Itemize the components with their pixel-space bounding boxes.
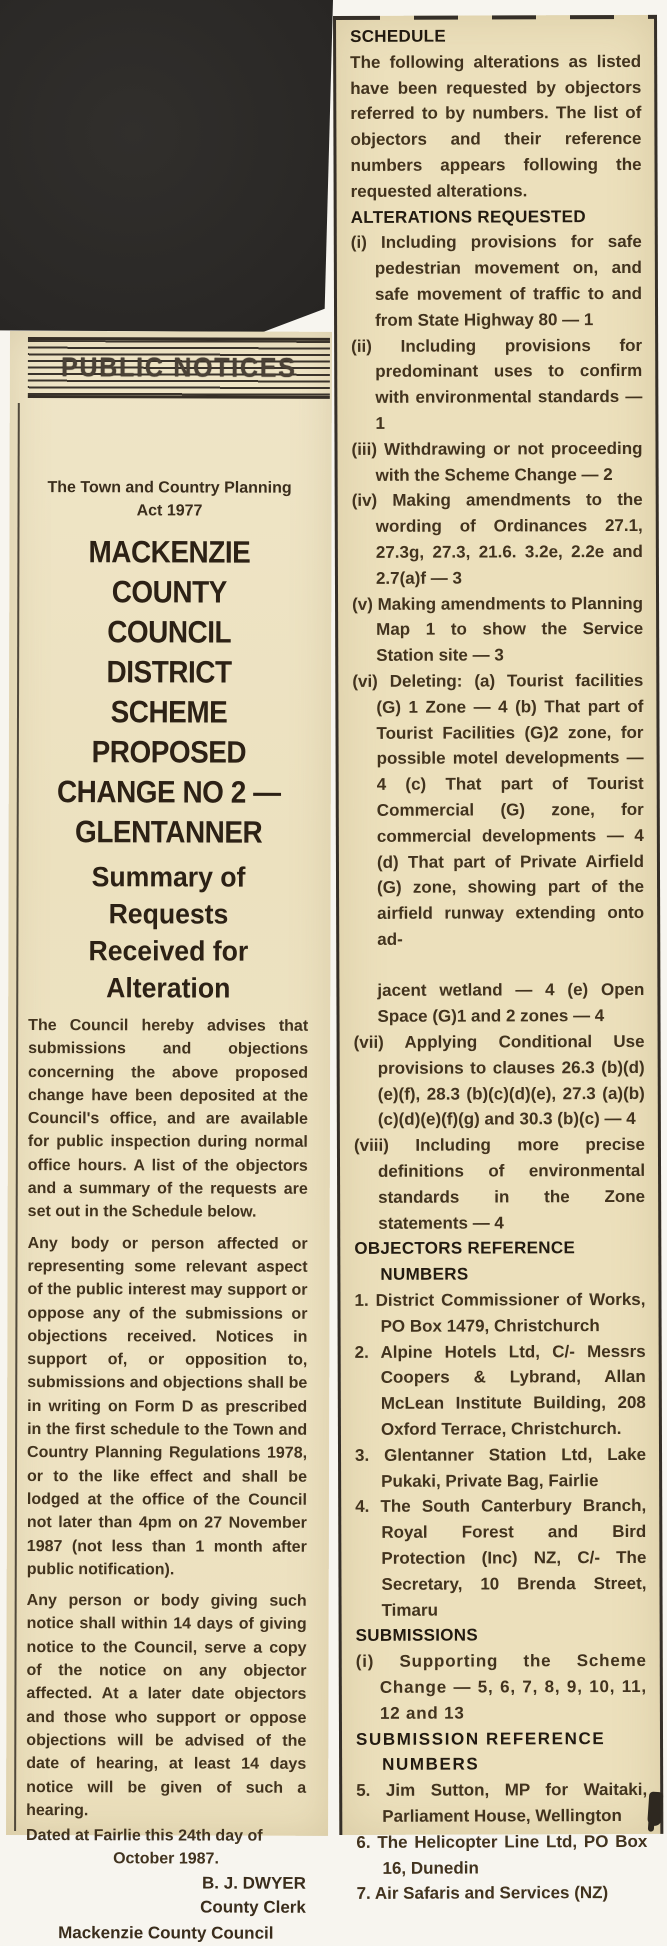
notice-paragraph: Any person or body giving such notice shall within 14 days of giving notice to the Council, serve a copy of the notice on any objector affected. At a later date objectors and those who support or oppose objections will be advised of the date of hearing, at least 14 days notice will be given of such a hearing. — [26, 1592, 307, 1820]
submission-ref-5: 5. Jim Sutton, MP for Waitaki, Parliament House, Wellington — [356, 1780, 648, 1826]
objector-2: 2. Alpine Hotels Ltd, C/- Messrs Coopers & Lybrand, Allan McLean Institute Building, 208 Oxford Terrace, Christchurch. — [354, 1341, 646, 1439]
headline-line-3: SCHEME PROPOSED — [91, 694, 247, 770]
dated-line: Dated at Fairlie this 24th day of — [26, 1827, 263, 1845]
headline-line-4: CHANGE NO 2 — — [56, 774, 281, 810]
left-newspaper-clipping — [6, 331, 332, 1943]
dated-line-2: October 1987. — [113, 1850, 219, 1868]
public-notices-banner — [28, 337, 330, 399]
signature-title: County Clerk — [200, 1897, 306, 1917]
alteration-item-iv: (iv) Making amendments to the wording of Ordinances 27.1, 27.3g, 27.3, 21.6. 3.2e, 2.2e and 2.7(a)f — 3 — [351, 490, 643, 588]
alteration-item-ii: (ii) Including provisions for predominant uses to confirm with environmental standards — 1 — [351, 335, 643, 433]
act-line-1: The Town and Country Planning — [47, 479, 292, 497]
notice-paragraph: Any body or person affected or representing some relevant aspect of the public interest may support or oppose any of the submissions or objections received. Notices in support of, or opposition to, submissions and objections shall be in writing on Form D as prescribed in the first schedule to the Town and Country Planning Regulations 1978, or to the like effect and shall be lodged at the office of the Council not later than 4pm on 27 November 1987 (not less than 1 month after public notification). — [26, 1234, 308, 1579]
scanned-black-region — [0, 0, 333, 332]
objectors-heading: OBJECTORS REFERENCE NUMBERS — [354, 1238, 576, 1285]
left-column-body — [6, 398, 332, 1946]
alteration-item-v: (v) Making amendments to Planning Map 1 to show the Service Station site — 3 — [352, 593, 644, 665]
notice-subheadline — [35, 858, 301, 1007]
torn-edge — [336, 15, 654, 20]
schedule-intro: The following alterations as listed have been requested by objectors referred to by numbers. The list of objectors and their reference numbers appears following the requested alterations. — [350, 51, 642, 201]
signature-organisation: Mackenzie County Council — [58, 1922, 274, 1943]
right-newspaper-clipping — [333, 15, 663, 1904]
alteration-item-iii: (iii) Withdrawing or not proceeding with the Scheme Change — 2 — [351, 438, 643, 485]
headline-line-2: COUNCIL DISTRICT — [106, 614, 232, 690]
submissions-heading: SUBMISSIONS — [355, 1625, 479, 1646]
alteration-item-viii: (viii) Including more precise definitions of environmental standards in the Zone statements — 4 — [353, 1135, 646, 1233]
notice-paragraph: The Council hereby advises that submissions and objections concerning the above proposed change have been deposited at the Council's office, and are available for public inspection during normal office hours. A list of the objectors and a summary of the requests are set out in the Schedule below. — [27, 1017, 309, 1222]
submission-reference-heading: SUBMISSION REFERENCE NUMBERS — [355, 1728, 606, 1775]
alteration-item-vi-continued: jacent wetland — 4 (e) Open Space (G)1 and 2 zones — 4 — [377, 980, 645, 1027]
alterations-heading: ALTERATIONS REQUESTED — [350, 206, 586, 227]
signature-name: B. J. DWYER — [202, 1873, 306, 1893]
schedule-heading: SCHEDULE — [350, 26, 447, 46]
subheadline-line-1: Summary of Requests — [91, 861, 246, 930]
subheadline-line-2: Received for Alteration — [88, 935, 249, 1004]
objector-4: 4. The South Canterbury Branch, Royal Forest and Bird Protection (Inc) NZ, C/- The Secretary, 10 Brenda Street, Timaru — [355, 1496, 647, 1620]
alteration-item-vii: (vii) Applying Conditional Use provisions to clauses 26.3 (b)(d)(e)(f), 28.3 (b)(c)(d)(e), 27.3 (a)(b)(c)(d)(e)(f)(g) and 30.3 (b)(c) — 4 — [353, 1031, 645, 1130]
headline-line-5: GLENTANNER — [75, 814, 263, 850]
submission-item-i: (i) Supporting the Scheme Change — 5, 6, 7, 8, 9, 10, 11, 12 and 13 — [355, 1651, 647, 1723]
ink-mark — [647, 1791, 663, 1826]
headline-line-1: MACKENZIE COUNTY — [88, 534, 251, 610]
notice-headline — [43, 532, 296, 853]
banner-title: PUBLIC NOTICES — [61, 352, 297, 383]
submission-ref-6: 6. The Helicopter Line Ltd, PO Box 16, Dunedin — [356, 1831, 648, 1878]
submission-ref-7: 7. Air Safaris and Services (NZ) — [356, 1883, 609, 1904]
alteration-item-vi: (vi) Deleting: (a) Tourist facilities (G) 1 Zone — 4 (b) That part of Tourist Facilities (G)2 zone, for possible motel developments — 4 (c) That part of Tourist Commercial (G) zone, for commercial developments — 4 (d) That part of Private Airfield (G) zone, showing part of the airfield runway extending onto ad- — [352, 670, 645, 949]
objector-3: 3. Glentanner Station Ltd, Lake Pukaki, Private Bag, Fairlie — [354, 1444, 647, 1491]
act-line-2: Act 1977 — [136, 502, 203, 520]
alteration-item-i: (i) Including provisions for safe pedestrian movement on, and safe movement of traffic to and from State Highway 80 — 1 — [350, 232, 643, 330]
objector-1: 1. District Commissioner of Works, PO Box 1479, Christchurch — [354, 1289, 646, 1336]
